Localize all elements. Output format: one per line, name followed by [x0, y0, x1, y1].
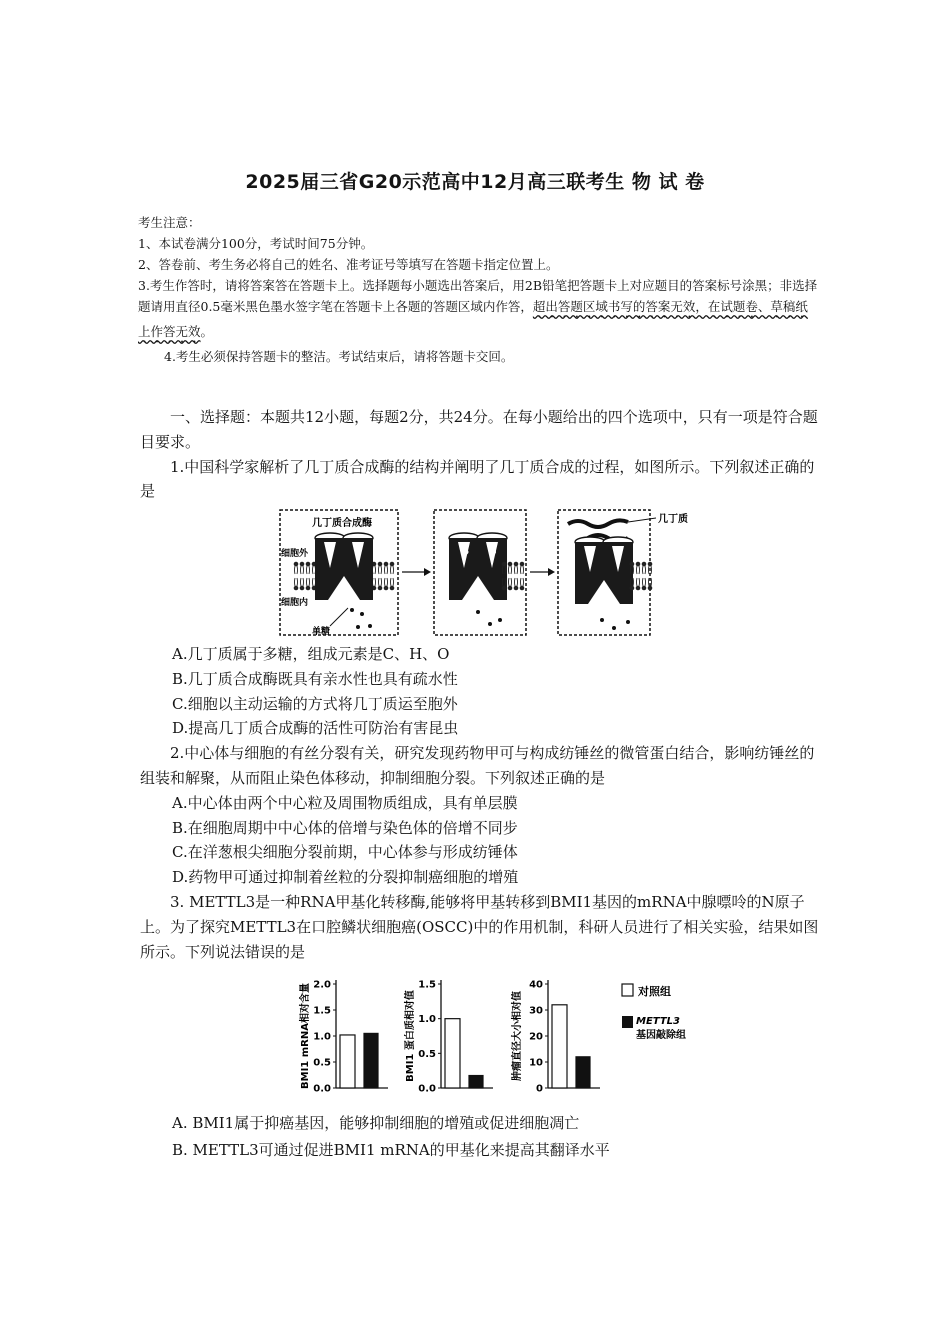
cell-outside-label: 细胞外	[281, 549, 309, 559]
notice-item-1: 1、本试卷满分100分，考试时间75分钟。	[138, 236, 374, 251]
legend-knockout-gene: METTL3	[636, 1016, 680, 1027]
question-block	[140, 642, 820, 964]
chart-3-y-label: 肿瘤直径大小相对值	[512, 991, 523, 1081]
exam-notice	[138, 212, 818, 367]
notice-item-2: 2、答卷前、考生务必将自己的姓名、准考证号等填写在答题卡指定位置上。	[138, 257, 559, 272]
question-3-stem: 3. METTL3是一种RNA甲基化转移酶,能够将甲基转移到BMI1基因的mRNA中腺嘌呤的N原子上。为了探究METTL3在口腔鳞状细胞癌(OSCC)中的作用机制，科研人员进行了相关实验，结果如图所示。下列说法错误的是	[140, 892, 819, 961]
enzyme-label: 几丁质合成酶	[312, 518, 372, 529]
notice-item-4: 4.考生必须保持答题卡的整洁。考试结束后，请将答题卡交回。	[164, 349, 514, 364]
chart-3-tick-label: 30	[529, 1005, 543, 1017]
q3-option-a: A. BMI1属于抑癌基因，能够抑制细胞的增殖或促进细胞凋亡	[172, 1114, 580, 1132]
chitin-label: 几丁质	[658, 514, 688, 525]
chart-1-bar-knockout	[364, 1033, 378, 1088]
emphasis-text: 超出答题区域书写的答案无效，在试题卷、草稿纸上作答无效	[138, 299, 808, 339]
q1-option-a: A.几丁质属于多糖，组成元素是C、H、O	[172, 645, 450, 663]
chart-1-tick-label: 2.0	[313, 979, 331, 991]
exam-title: 2025届三省G20示范高中12月高三联考生 物 试 卷	[245, 171, 705, 193]
chart-1-tick-label: 0.0	[313, 1083, 331, 1095]
legend-control-swatch	[622, 984, 633, 996]
chart-2-tick-label: 0.0	[418, 1083, 436, 1095]
chart-3-bar-knockout	[576, 1057, 590, 1088]
section-heading: 一、选择题：本题共12小题，每题2分，共24分。在每小题给出的四个选项中，只有一项是符合题目要求。	[140, 408, 818, 451]
q2-option-b: B.在细胞周期中中心体的倍增与染色体的倍增不同步	[172, 818, 518, 837]
chart-2-tick-label: 1.0	[418, 1014, 436, 1026]
cell-inside-label: 细胞内	[281, 598, 309, 608]
chart-1-tick-label: 0.5	[313, 1057, 331, 1069]
chart-2-bar-control	[445, 1019, 460, 1088]
chart-3-tick-label: 0	[536, 1083, 543, 1095]
section-1	[140, 405, 820, 504]
q2-option-a: A.中心体由两个中心粒及周围物质组成，具有单层膜	[172, 793, 518, 812]
chart-3-tick-label: 10	[529, 1057, 543, 1069]
chart-3-tick-label: 40	[529, 979, 543, 991]
question-2-stem: 2.中心体与细胞的有丝分裂有关，研究发现药物甲可与构成纺锤丝的微管蛋白结合，影响纺锤丝的组装和解聚，从而阻止染色体移动，抑制细胞分裂。下列叙述正确的是	[140, 744, 815, 787]
q2-option-d: D.药物甲可通过抑制着丝粒的分裂抑制癌细胞的增殖	[172, 868, 519, 887]
chitin-synthesis-figure	[278, 508, 718, 638]
q3-option-b: B. METTL3可通过促进BMI1 mRNA的甲基化来提高其翻译水平	[172, 1141, 610, 1159]
q1-option-c: C.细胞以主动运输的方式将几丁质运至胞外	[172, 694, 458, 713]
chart-2-y-label: BMI1 蛋白质相对值	[405, 990, 416, 1082]
question-1-stem: 1.中国科学家解析了几丁质合成酶的结构并阐明了几丁质合成的过程，如图所示。下列叙述正确的是	[140, 457, 815, 501]
monosaccharide-label: 单糖	[312, 627, 331, 637]
legend-control-label: 对照组	[638, 985, 671, 998]
question-3-options	[140, 1110, 820, 1164]
chart-3-bar-control	[552, 1005, 567, 1088]
notice-item-3: 3.考生作答时，请将答案答在答题卡上。选择题每小题选出答案后，用2B铅笔把答题卡上对应题目的答案标号涂黑；非选择题请用直径0.5毫米黑色墨水签字笔在答题卡上各题的答题区域内作答，超出答题区域书写的答案无效，在试题卷、草稿纸上作答无效。	[138, 278, 818, 339]
chart-3-tick-label: 20	[529, 1031, 543, 1043]
notice-heading: 考生注意：	[138, 215, 201, 230]
mettl3-bar-charts	[286, 972, 726, 1102]
q1-option-d: D.提高几丁质合成酶的活性可防治有害昆虫	[172, 719, 459, 738]
chart-2-bar-knockout	[469, 1076, 483, 1088]
q2-option-c: C.在洋葱根尖细胞分裂前期，中心体参与形成纺锤体	[172, 843, 518, 862]
legend-knockout-swatch	[622, 1016, 633, 1028]
chart-1-bar-control	[340, 1035, 355, 1088]
q1-option-b: B.几丁质合成酶既具有亲水性也具有疏水性	[172, 669, 458, 688]
legend-knockout-label: 基因敲除组	[636, 1030, 686, 1041]
chart-1-tick-label: 1.5	[313, 1005, 331, 1017]
chart-2-tick-label: 1.5	[418, 979, 436, 991]
chart-1-tick-label: 1.0	[313, 1031, 331, 1043]
chart-2-tick-label: 0.5	[418, 1048, 436, 1060]
chart-1-y-label: BMI1 mRNA相对含量	[300, 983, 311, 1089]
